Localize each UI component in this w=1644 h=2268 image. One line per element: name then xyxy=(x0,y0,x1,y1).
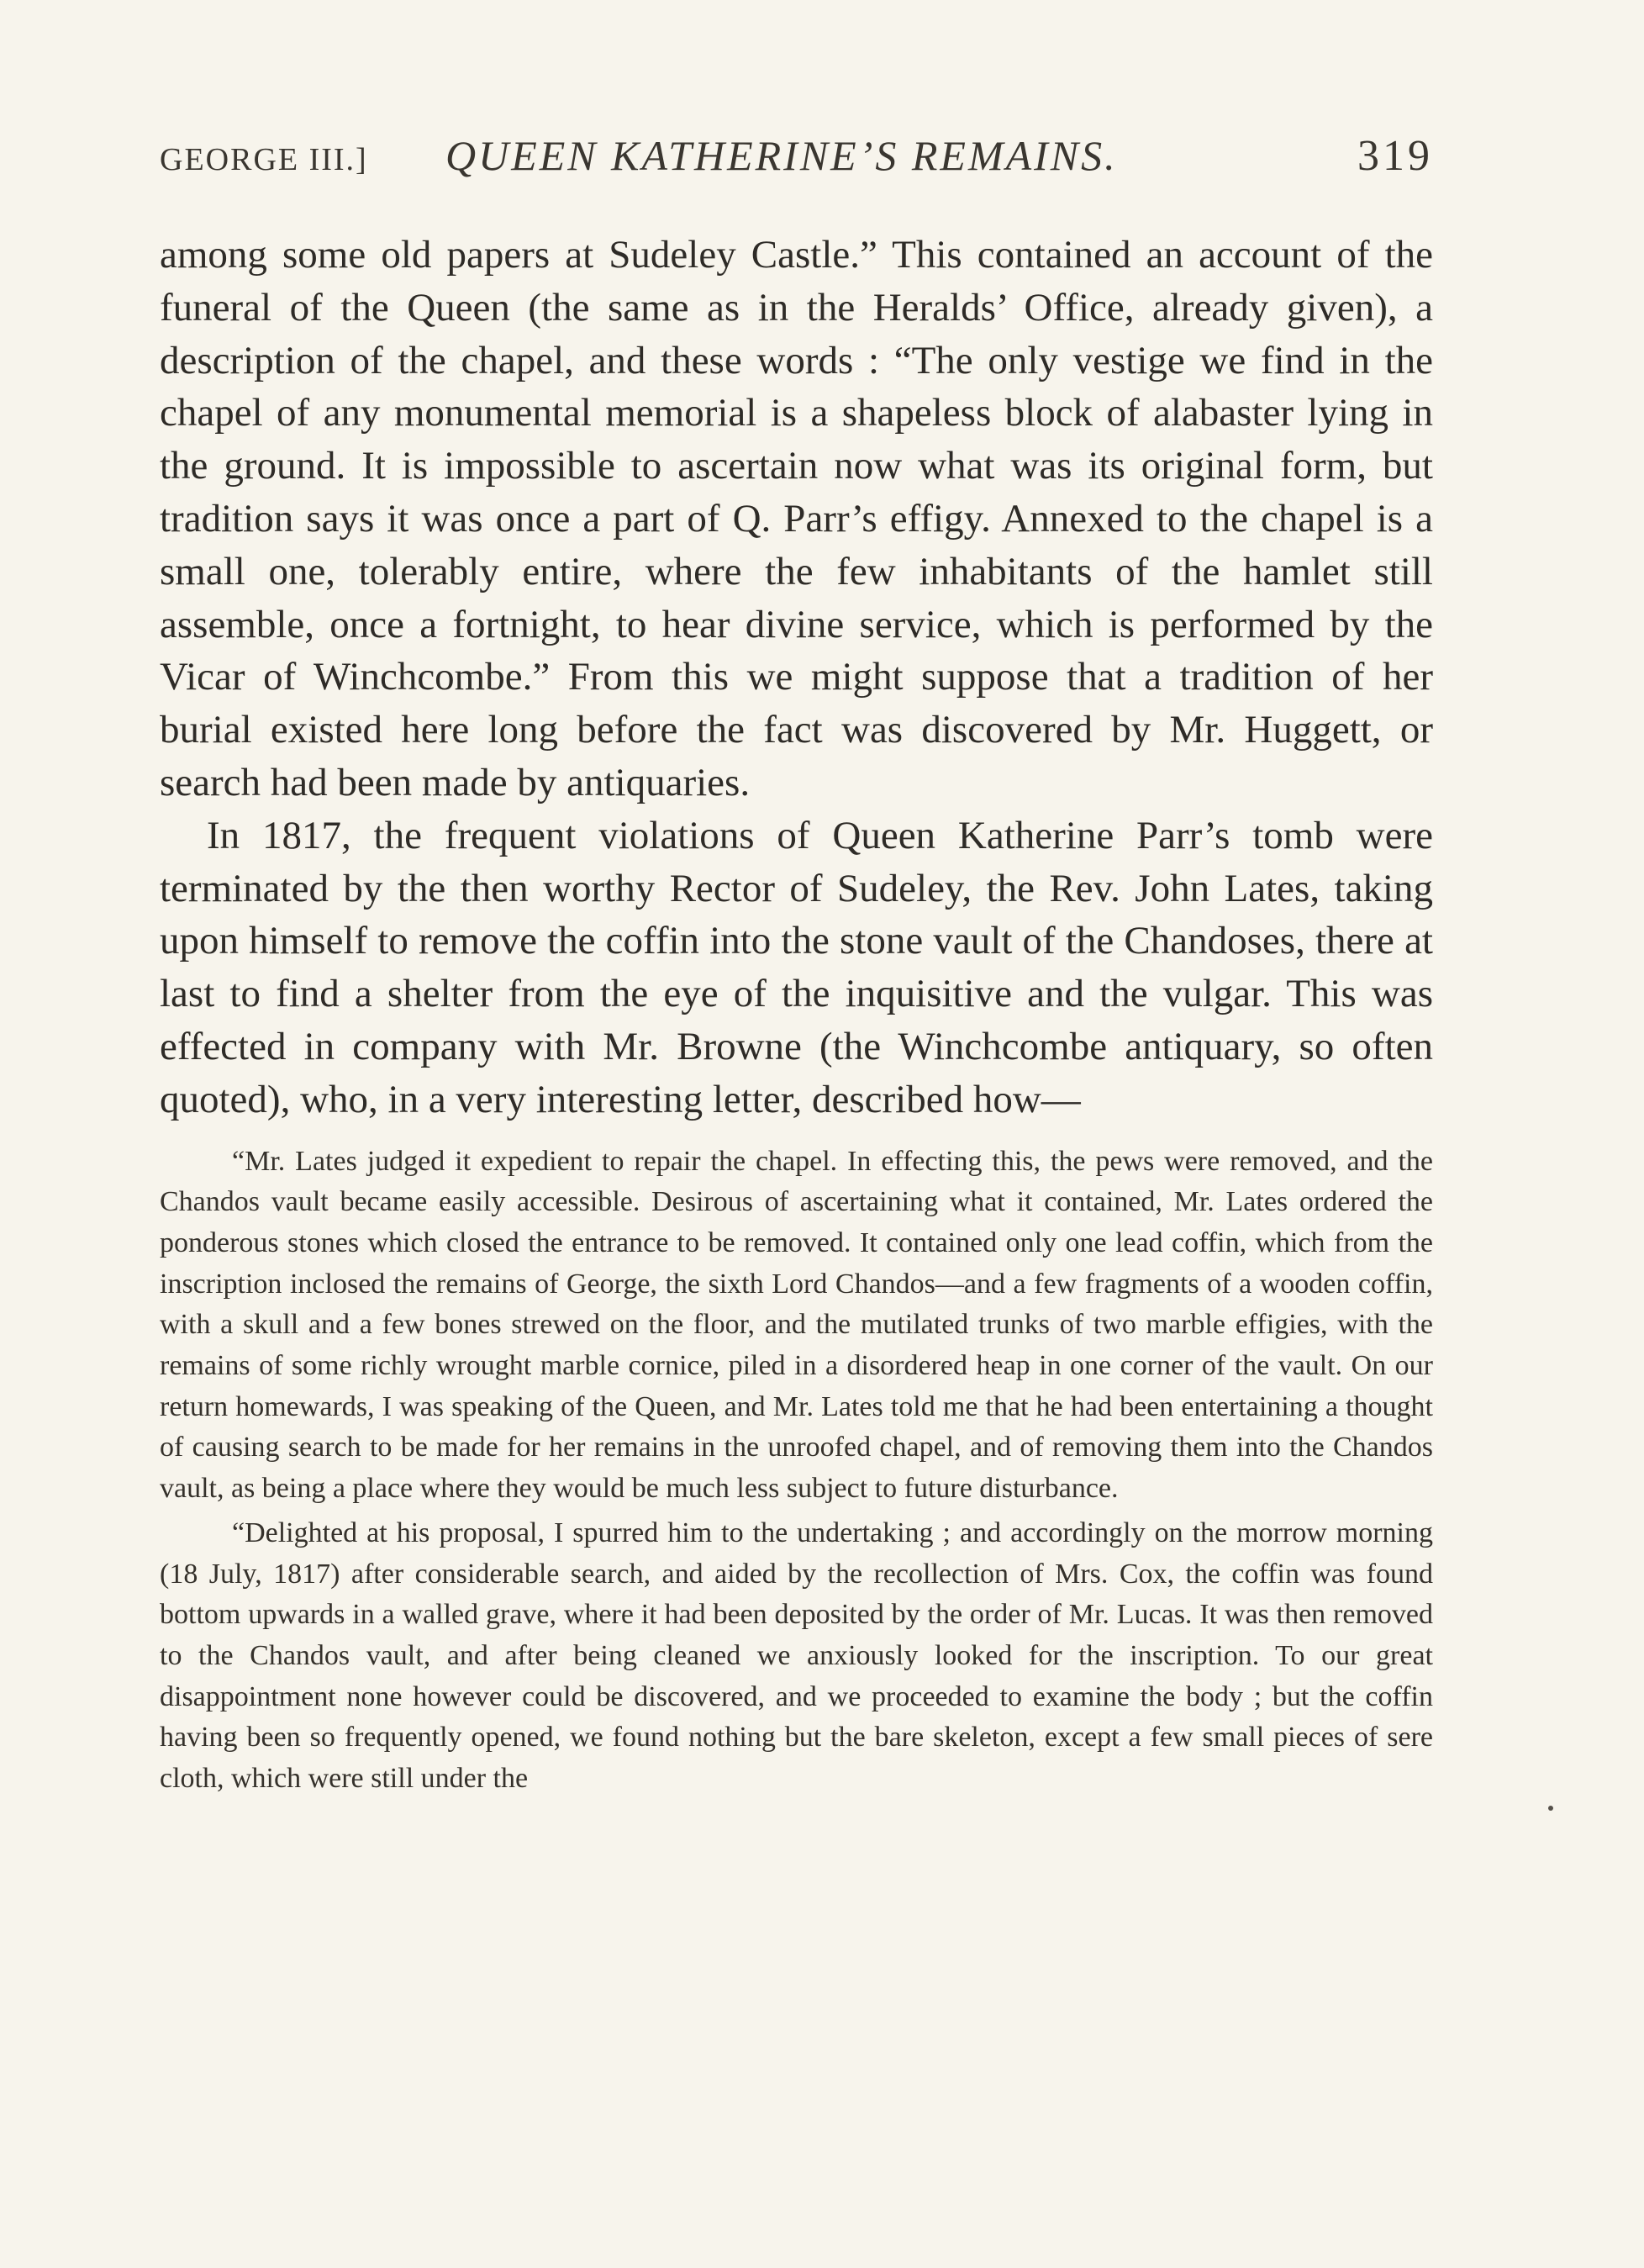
quote-paragraph-1: “Mr. Lates judged it expedient to repair the chapel. In effecting this, the pews were removed, and the Chandos vault became easily accessible. Desirous of ascertaining what it contained, Mr. Lates ordered the ponderous stones which closed the entrance to be removed. It contained only one lead coffin, which from the inscription inclosed the remains of George, the sixth Lord Chandos—and a few fragments of a wooden coffin, with a skull and a few bones strewed on the floor, and the mutilated trunks of two marble effigies, with the remains of some richly wrought marble cornice, piled in a disordered heap in one corner of the vault. On our return homewards, I was speaking of the Queen, and Mr. Lates told me that he had been entertaining a thought of causing search to be made for her remains in the unroofed chapel, and of removing them into the Chandos vault, as being a place where they would be much less subject to future disturbance. xyxy=(160,1145,1433,1505)
book-page xyxy=(160,126,1433,1800)
paragraph-2: In 1817, the frequent violations of Queen Katherine Parr’s tomb were terminated by the then worthy Rector of Sudeley, the Rev. John Lates, taking upon himself to remove the coffin into the stone vault of the Chandoses, there at last to find a shelter from the eye of the inquisitive and the vulgar. This was effected in company with Mr. Browne (the Winchcombe antiquary, so often quoted), who, in a very interesting letter, described how— xyxy=(160,813,1433,1121)
running-head-left: GEORGE III.] xyxy=(160,142,368,177)
running-title: QUEEN KATHERINE’S REMAINS. xyxy=(445,132,1118,179)
quote-paragraph-2: “Delighted at his proposal, I spurred him to the undertaking ; and accordingly on the morrow morning (18 July, 1817) after considerable search, and aided by the recollection of Mrs. Cox, the coffin was found bottom upwards in a walled grave, where it had been deposited by the order of Mr. Lucas. It was then removed to the Chandos vault, and after being cleaned we anxiously looked for the inscription. To our great disappointment none however could be discovered, and we proceeded to examine the body ; but the coffin having been so frequently opened, we found nothing but the bare skeleton, except a few small pieces of sere cloth, which were still under the xyxy=(160,1516,1433,1795)
running-header xyxy=(160,126,1433,202)
block-quotation xyxy=(160,1142,1433,1800)
page-number: 319 xyxy=(1357,132,1433,180)
paragraph-1: among some old papers at Sudeley Castle.” This contained an account of the funeral of the Queen (the same as in the Heralds’ Office, already given), a description of the chapel, and these words : “The only vestige we find in the chapel of any monumental memorial is a shapeless block of alabaster lying in the ground. It is impossible to ascertain now what was its original form, but tradition says it was once a part of Q. Parr’s effigy. Annexed to the chapel is a small one, tolerably entire, where the few inhabitants of the hamlet still assemble, once a fortnight, to hear divine service, which is performed by the Vicar of Winchcombe.” From this we might suppose that a tradition of her burial existed here long before the fact was discovered by Mr. Huggett, or search had been made by antiquaries. xyxy=(160,233,1433,804)
margin-speck xyxy=(1548,1806,1553,1811)
body-text xyxy=(160,229,1433,1800)
